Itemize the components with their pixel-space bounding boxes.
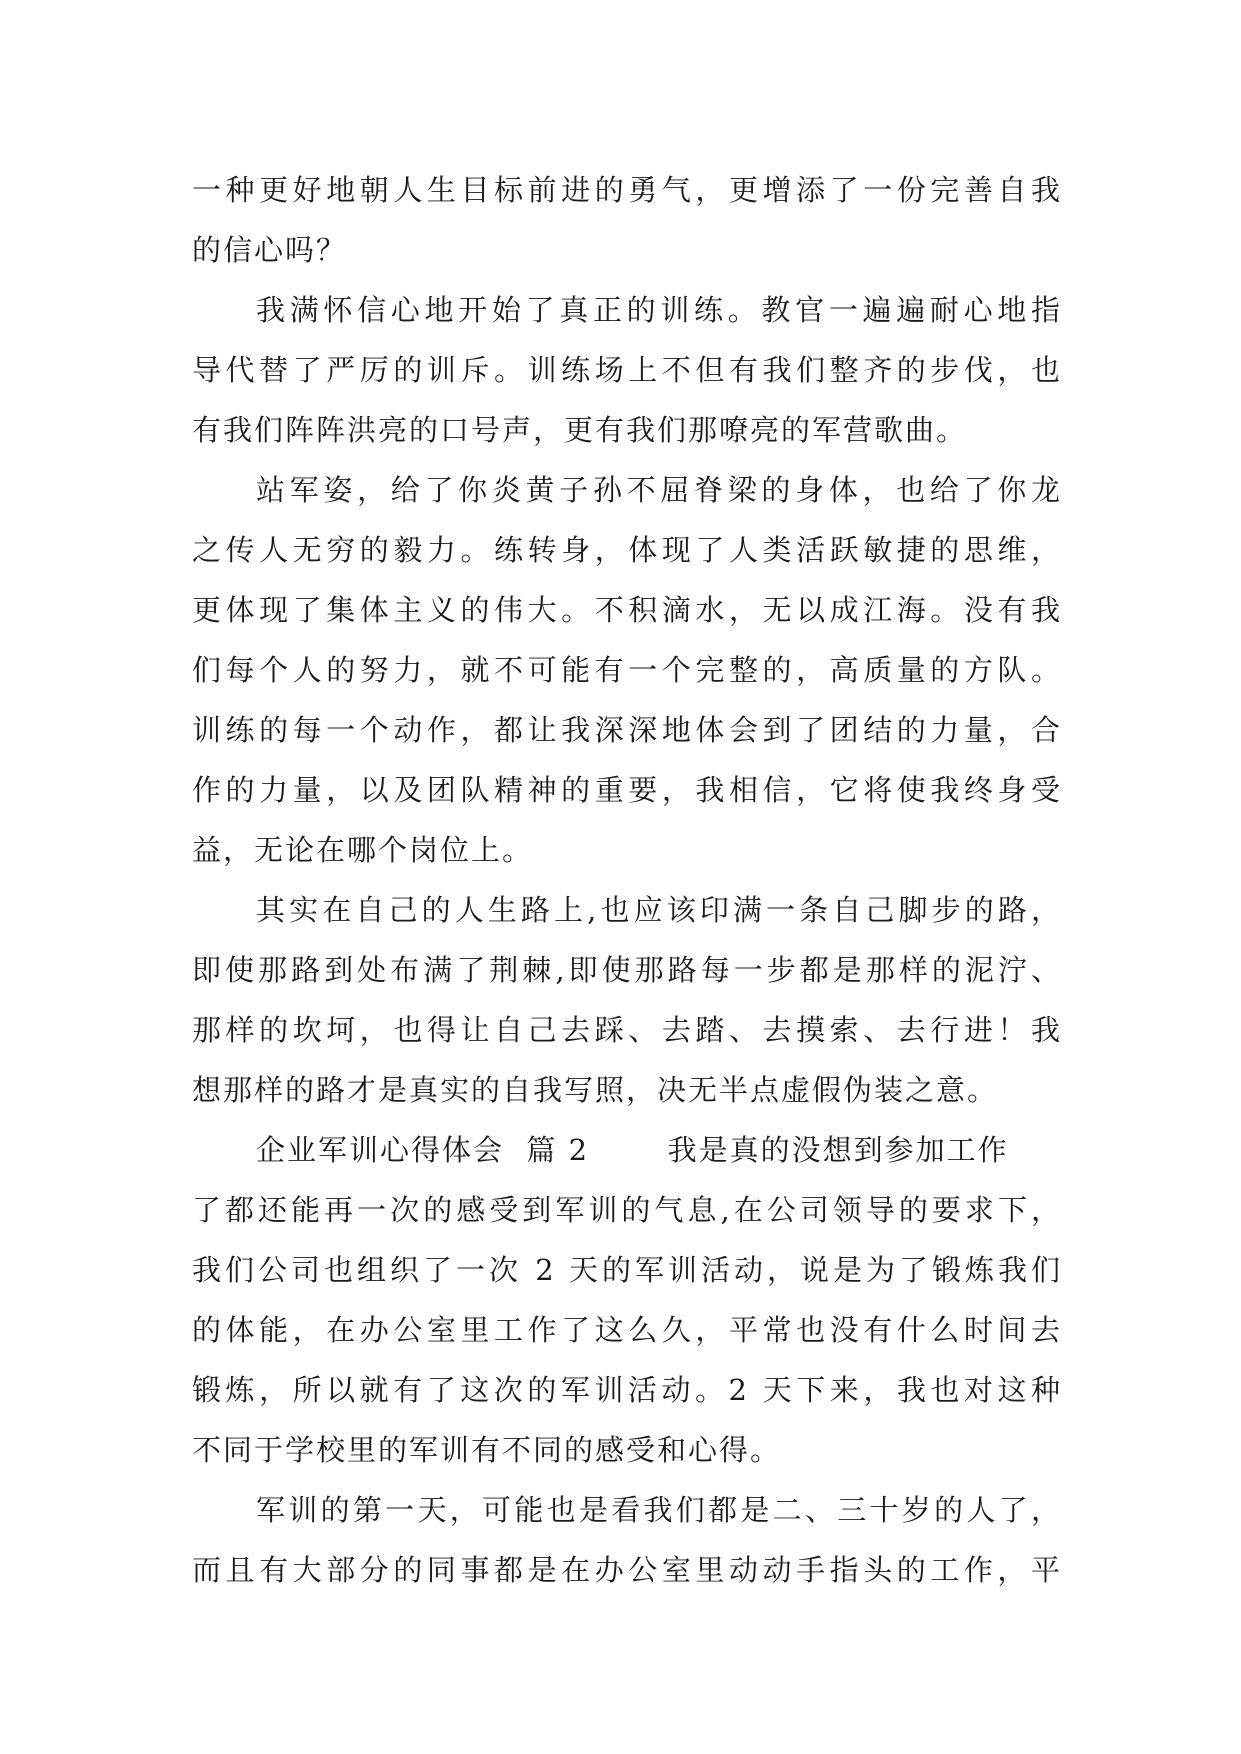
text-line: 我们公司也组织了一次 2 天的军训活动，说是为了锻炼我们 bbox=[192, 1253, 1062, 1287]
text-line: 我满怀信心地开始了真正的训练。教官一遍遍耐心地指 bbox=[256, 293, 1062, 327]
text-line: 其实在自己的人生路上,也应该印满一条自己脚步的路， bbox=[256, 893, 1062, 927]
text-line: 想那样的路才是真实的自我写照，决无半点虚假伪装之意。 bbox=[192, 1073, 999, 1107]
text-line: 之传人无穷的毅力。练转身，体现了人类活跃敏捷的思维， bbox=[192, 533, 1062, 567]
text-line: 作的力量，以及团队精神的重要，我相信，它将使我终身受 bbox=[192, 773, 1062, 807]
text-line: 了都还能再一次的感受到军训的气息,在公司领导的要求下， bbox=[192, 1193, 1062, 1227]
text-line: 即使那路到处布满了荆棘,即使那路每一步都是那样的泥泞、 bbox=[192, 953, 1062, 987]
text-line: 而且有大部分的同事都是在办公室里动动手指头的工作，平 bbox=[192, 1553, 1062, 1587]
text-line: 的体能，在办公室里工作了这么久，平常也没有什么时间去 bbox=[192, 1313, 1062, 1347]
text-line: 益，无论在哪个岗位上。 bbox=[192, 833, 534, 867]
text-line: 那样的坎坷，也得让自己去踩、去踏、去摸索、去行进！我 bbox=[192, 1013, 1062, 1047]
text-line: 锻炼，所以就有了这次的军训活动。2 天下来，我也对这种 bbox=[192, 1373, 1062, 1407]
text-line: 不同于学校里的军训有不同的感受和心得。 bbox=[192, 1433, 782, 1467]
text-line: 一种更好地朝人生目标前进的勇气，更增添了一份完善自我 bbox=[192, 173, 1062, 207]
document-body bbox=[192, 160, 1062, 1600]
text-line: 训练的每一个动作，都让我深深地体会到了团结的力量，合 bbox=[192, 713, 1062, 747]
text-line: 站军姿，给了你炎黄子孙不屈脊梁的身体，也给了你龙 bbox=[256, 473, 1062, 507]
text-line: 导代替了严厉的训斥。训练场上不但有我们整齐的步伐，也 bbox=[192, 353, 1062, 387]
text-line: 的信心吗？ bbox=[192, 233, 348, 267]
text-line: 有我们阵阵洪亮的口号声，更有我们那嘹亮的军营歌曲。 bbox=[192, 413, 968, 447]
text-line: 们每个人的努力，就不可能有一个完整的，高质量的方队。 bbox=[192, 653, 1062, 687]
text-line: 更体现了集体主义的伟大。不积滴水，无以成江海。没有我 bbox=[192, 593, 1062, 627]
text-line: 企业军训心得体会 篇 2 我是真的没想到参加工作 bbox=[256, 1133, 1009, 1167]
text-line: 军训的第一天，可能也是看我们都是二、三十岁的人了， bbox=[256, 1493, 1062, 1527]
